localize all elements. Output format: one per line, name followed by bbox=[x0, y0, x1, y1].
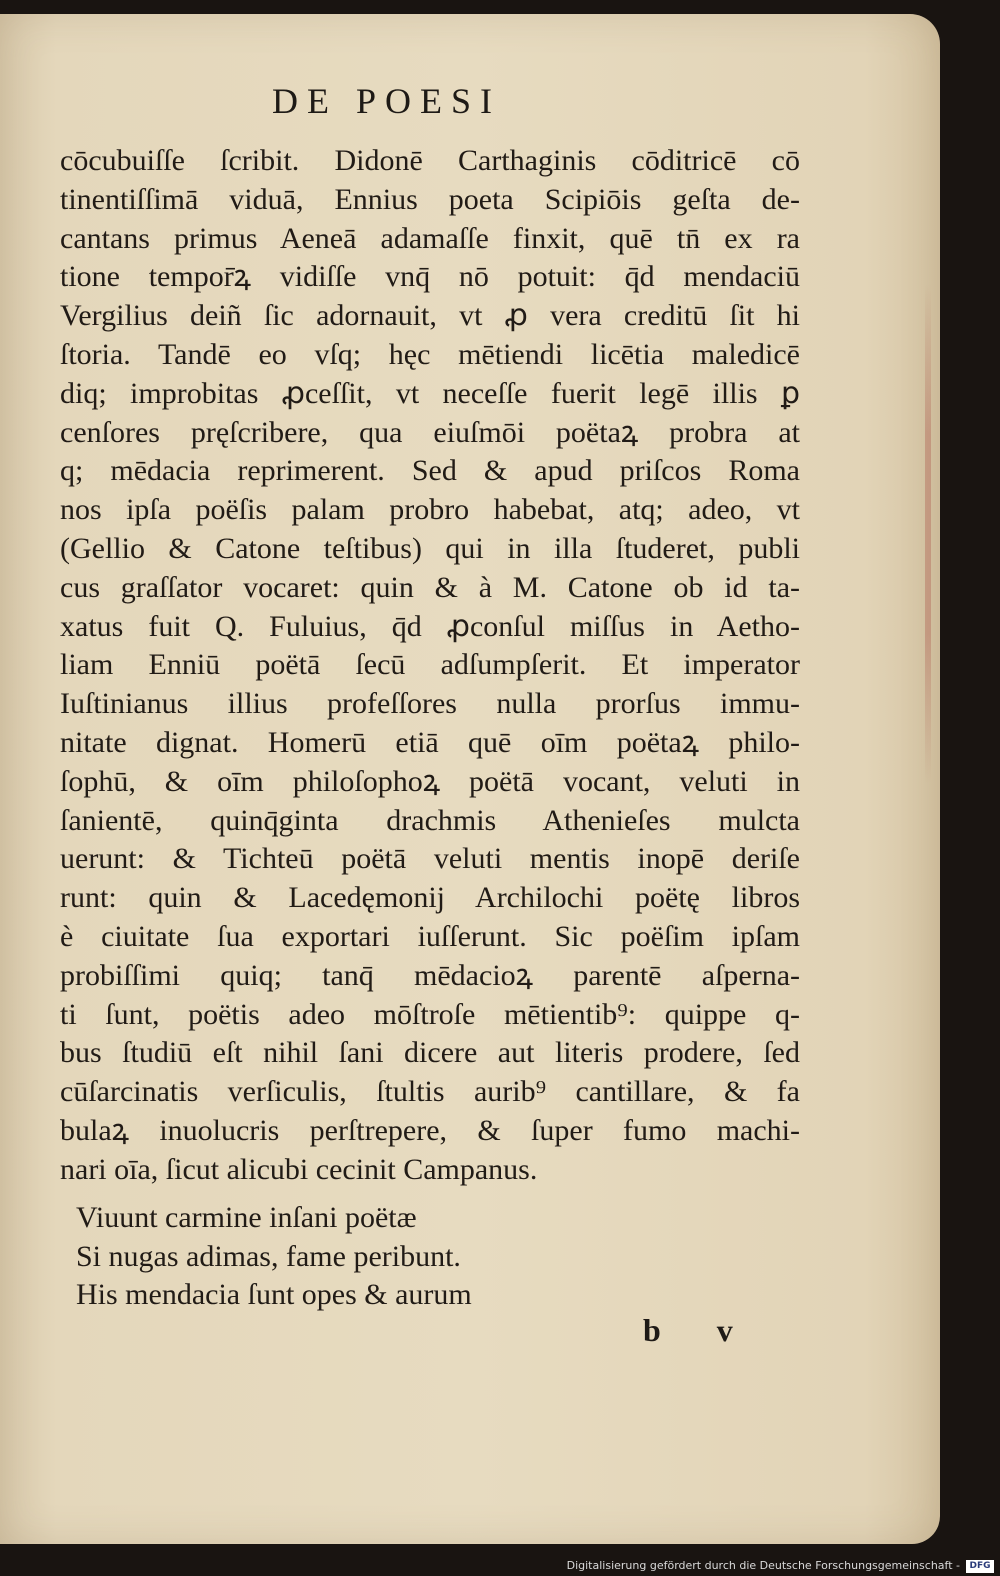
text-line: xatus fuit Q. Fuluius, q̄d ꝓconſul miſſus in Aetho- bbox=[60, 609, 800, 643]
text-line: cūſarcinatis verſiculis, ſtultis aurib⁹ cantillare, & fa bbox=[60, 1075, 800, 1109]
text-line: q; mēdacia reprimerent. Sed & apud priſcos Roma bbox=[60, 454, 800, 488]
verse-block bbox=[76, 1199, 472, 1315]
text-line: ſanientē, quinq̄ginta drachmis Athenieſes mulcta bbox=[60, 803, 800, 837]
text-line: liam Enniū poëtā ſecū adſumpſerit. Et imperator bbox=[60, 648, 800, 682]
text-line: cantans primus Aeneā adamaſſe finxit, quē tn̄ ex ra bbox=[60, 221, 800, 255]
text-line: cus graſſator vocaret: quin & à M. Catone ob id ta- bbox=[60, 570, 800, 604]
text-line: Iuſtinianus illius profeſſores nulla prorſus immu- bbox=[60, 687, 800, 721]
text-line: probiſſimi quiq; tanq̄ mēdacioꝝ parentē aſperna- bbox=[60, 958, 800, 992]
text-line: bulaꝝ inuolucris perſtrepere, & ſuper fumo machi- bbox=[60, 1113, 800, 1147]
verse-line: Viuunt carmine inſani poëtæ bbox=[76, 1201, 417, 1234]
text-line: runt: quin & Lacedęmonij Archilochi poëtę libros bbox=[60, 881, 800, 915]
running-head: DE POESI bbox=[272, 81, 502, 121]
verse-line: His mendacia ſunt opes & aurum bbox=[76, 1278, 472, 1311]
digitization-credit: Digitalisierung gefördert durch die Deutsche Forschungsgemeinschaft - bbox=[566, 1559, 960, 1572]
text-line: Vergilius deiñ ſic adornauit, vt ꝓ vera creditū ſit hi bbox=[60, 299, 800, 333]
body-text-block bbox=[60, 142, 800, 1190]
signature-mark: b v bbox=[643, 1312, 757, 1348]
page-edge-stain bbox=[925, 284, 931, 784]
text-line: cōcubuiſſe ſcribit. Didonē Carthaginis cōditricē cō bbox=[60, 144, 800, 177]
text-line: nos ipſa poëſis palam probro habebat, atq; adeo, vt bbox=[60, 493, 800, 527]
text-line: diq; improbitas ꝓceſſit, vt neceſſe fuerit legē illis ꝑ bbox=[60, 376, 800, 410]
text-line: è ciuitate ſua exportari iuſſerunt. Sic poëſim ipſam bbox=[60, 919, 800, 953]
text-line: nari oīa, ſicut alicubi cecinit Campanus. bbox=[60, 1152, 538, 1186]
text-line: tione tempor̄ꝝ vidiſſe vnq̄ nō potuit: q̄d mendaciū bbox=[60, 260, 800, 294]
text-line: ſophū, & oīm philoſophoꝝ poëtā vocant, veluti in bbox=[60, 764, 800, 798]
text-line: uerunt: & Tichteū poëtā veluti mentis inopē deriſe bbox=[60, 842, 800, 876]
text-line: tinentiſſimā viduā, Ennius poeta Scipiōis geſta de- bbox=[60, 182, 800, 216]
dfg-logo: DFG bbox=[966, 1560, 994, 1573]
text-line: (Gellio & Catone teſtibus) qui in illa ſtuderet, publi bbox=[60, 531, 800, 565]
text-line: ſtoria. Tandē eo vſq; hęc mētiendi licētia maledicē bbox=[60, 337, 800, 371]
text-line: bus ſtudiū eſt nihil ſani dicere aut literis prodere, ſed bbox=[60, 1036, 800, 1070]
text-line: ti ſunt, poëtis adeo mōſtroſe mētientib⁹: quippe q- bbox=[60, 997, 800, 1031]
verse-line: Si nugas adimas, fame peribunt. bbox=[76, 1239, 461, 1273]
text-line: nitate dignat. Homerū etiā quē oīm poëtaꝝ philo- bbox=[60, 725, 800, 759]
text-line: cenſores pręſcribere, qua eiuſmōi poëtaꝝ probra at bbox=[60, 415, 800, 449]
